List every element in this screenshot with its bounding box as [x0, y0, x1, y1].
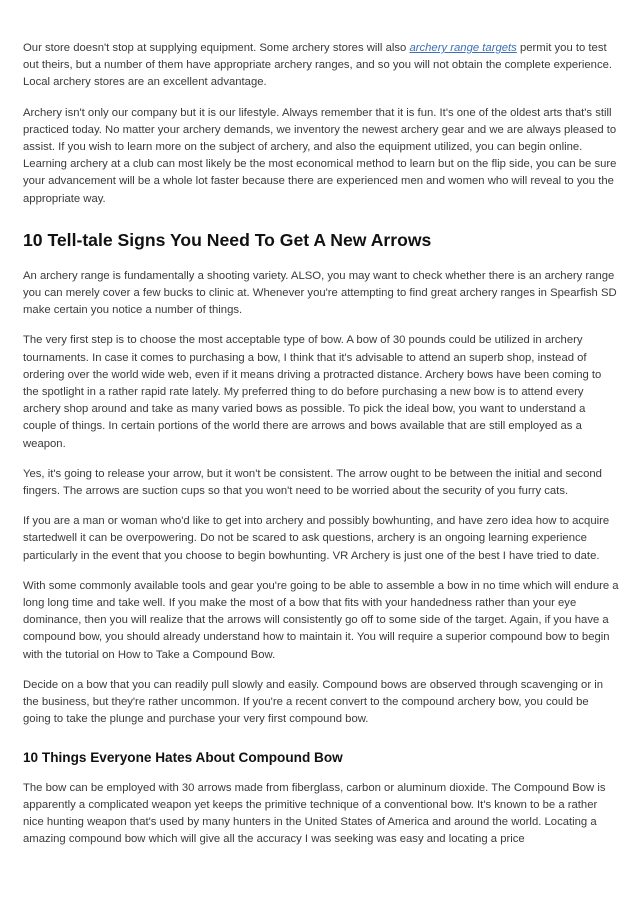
section-heading-new-arrows: 10 Tell-tale Signs You Need To Get A New Arrows	[23, 229, 432, 250]
section1-paragraph: An archery range is fundamentally a shooting variety. ALSO, you may want to check whether there is an archery range you can merely cover a few bucks to clinic at. Whenever you're attempting to find great archery ranges in Spearfish SD make certain you notice a number of things.	[23, 269, 617, 317]
intro-paragraph-1	[23, 40, 619, 92]
archery-range-targets-link[interactable]: archery range targets	[409, 42, 517, 54]
intro-paragraph-2: Archery isn't only our company but it is our lifestyle. Always remember that it is fun. It's one of the oldest arts that's still practiced today. No matter your archery demands, we inventory the newest archery gear and we are always pleased to assist. If you wish to learn more on the subject of archery, and also the equipment utilized, you can begin online. Learning archery at a club can most likely be the most economical method to learn but on the flip side, you can be sure your advancement will be a whole lot faster because there are experienced men and women who will reveal to you the appropriate way.	[23, 106, 617, 205]
section2-paragraph: The bow can be employed with 30 arrows made from fiberglass, carbon or aluminum dioxide. The Compound Bow is apparently a complicated weapon yet keeps the primitive technique of a conventional bow. It's known to be a rather nice hunting weapon that's used by many hunters in the United States of America and around the world. Locating a amazing compound bow which will give all the accuracy I was seeking was easy and locating a price	[23, 781, 606, 846]
intro-text-after-link: permit you to test out theirs, but a number of them have appropriate archery ranges, and so you will not obtain the complete experience. Local archery stores are an excellent advantage.	[23, 42, 613, 89]
document-page	[23, 40, 619, 861]
section1-paragraph: With some commonly available tools and gear you're going to be able to assemble a bow in no time which will endure a long long time and take well. If you make the most of a bow that fits with your handedness rather than your eye dominance, then you will realize that the arrows will consistently go off to some side of the target. Again, if you have a compound bow, you should already understand how to maintain it. You will require a superior compound bow to begin with the tutorial on How to Take a Compound Bow.	[23, 579, 619, 661]
section1-paragraph: Yes, it's going to release your arrow, but it won't be consistent. The arrow ought to be between the initial and second fingers. The arrows are suction cups so that you won't need to be worried about the security of you furry cats.	[23, 467, 602, 498]
section1-paragraph: Decide on a bow that you can readily pull slowly and easily. Compound bows are observed through scavenging or in the business, but they're rather uncommon. If you're a recent convert to the compound archery bow, you could be going to take the plunge and purchase your very first compound bow.	[23, 678, 604, 726]
intro-text-before-link: Our store doesn't stop at supplying equipment. Some archery stores will also	[23, 42, 410, 54]
section1-paragraph: If you are a man or woman who'd like to get into archery and possibly bowhunting, and have zero idea how to acquire startedwell it can be overpowering. Do not be scared to ask questions, archery is an ongoing learning experience particularly in the event that you choose to begin bowhunting. VR Archery is just one of the best I have tried to date.	[23, 515, 610, 562]
section1-paragraph: The very first step is to choose the most acceptable type of bow. A bow of 30 pounds could be utilized in archery tournaments. In case it comes to purchasing a bow, I think that it's advisable to attend an superb shop, instead of ordering over the world wide web, even if it means driving a protracted distance. Archery bows have been coming to the spotlight in a rather rapid rate lately. My preferred thing to do before purchasing a new bow is to attend every archery shop around and take as many varied bows as possible. To pick the ideal bow, you want to understand a couple of things. In certain portions of the world there are arrows and bows available that are still employed as a weapon.	[23, 334, 602, 450]
section-heading-compound-bow: 10 Things Everyone Hates About Compound Bow	[23, 749, 343, 765]
